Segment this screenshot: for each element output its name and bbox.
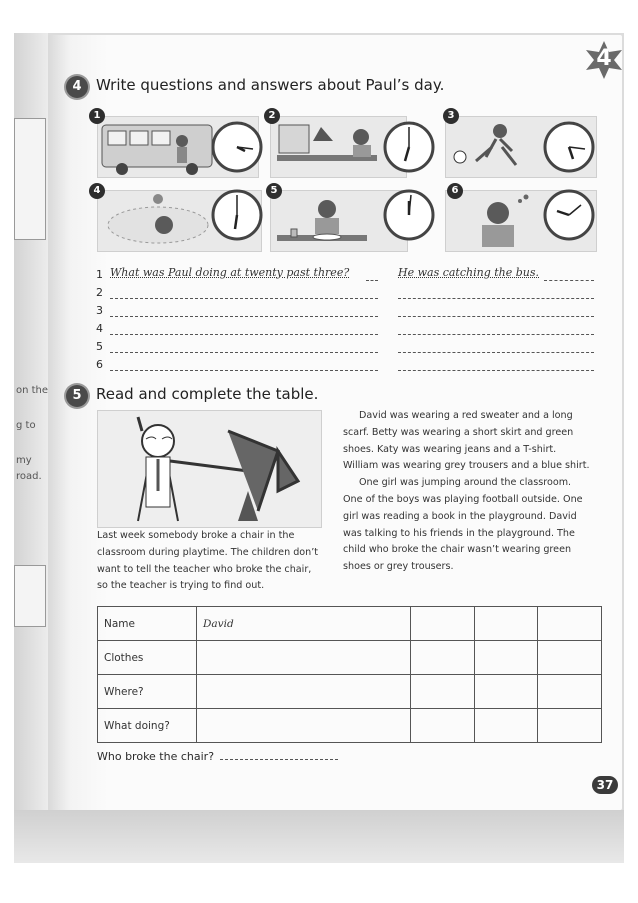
qa-row — [96, 340, 596, 358]
table-cell[interactable] — [411, 675, 475, 709]
table-cell[interactable] — [411, 607, 475, 641]
question-line[interactable] — [110, 334, 378, 335]
answer-line[interactable] — [398, 316, 594, 317]
picture-broken-chair — [97, 410, 322, 528]
clock-icon — [383, 189, 435, 241]
exercise-5-title: Read and complete the table. — [96, 385, 319, 403]
prev-page-text: my — [16, 455, 32, 466]
row-number: 2 — [96, 286, 103, 299]
table-cell[interactable] — [474, 607, 538, 641]
qa-row — [96, 268, 596, 286]
table-cell[interactable] — [538, 675, 602, 709]
table-row — [98, 675, 602, 709]
final-question-text: Who broke the chair? — [97, 750, 215, 763]
row-label: Clothes — [98, 641, 197, 675]
row-label: What doing? — [98, 709, 197, 743]
table-cell[interactable] — [474, 641, 538, 675]
picture-number: 2 — [264, 108, 280, 124]
table-cell[interactable] — [411, 709, 475, 743]
prev-page-text: road. — [16, 471, 42, 482]
table-row — [98, 607, 602, 641]
question-line[interactable] — [110, 316, 378, 317]
row-label: Name — [98, 607, 197, 641]
table-cell[interactable] — [197, 709, 411, 743]
qa-row — [96, 304, 596, 322]
row-number: 3 — [96, 304, 103, 317]
row-number: 4 — [96, 322, 103, 335]
row-number: 1 — [96, 268, 103, 281]
exercise-number-badge: 4 — [66, 76, 88, 98]
question-text: What was Paul doing at twenty past three? — [110, 266, 350, 279]
prev-page-text: g to — [16, 420, 36, 431]
qa-row — [96, 358, 596, 376]
table-cell[interactable] — [538, 641, 602, 675]
table-cell[interactable] — [474, 675, 538, 709]
table-cell[interactable] — [411, 641, 475, 675]
exercise-4-title: Write questions and answers about Paul’s day. — [96, 76, 445, 94]
answer-line[interactable] — [398, 334, 594, 335]
qa-row — [96, 286, 596, 304]
table-cell[interactable] — [538, 709, 602, 743]
clock-icon — [543, 121, 595, 173]
question-line[interactable] — [110, 370, 378, 371]
qa-row — [96, 322, 596, 340]
clues-text — [343, 408, 591, 576]
exercise-number-badge: 5 — [66, 385, 88, 407]
page-number: 37 — [592, 776, 618, 794]
answer-line[interactable] — [398, 370, 594, 371]
table-row — [98, 641, 602, 675]
previous-page-edge — [14, 33, 48, 863]
question-line[interactable] — [110, 298, 378, 299]
answer-line[interactable] — [398, 352, 594, 353]
question-line — [366, 280, 378, 281]
picture-number: 1 — [89, 108, 105, 124]
table-cell[interactable] — [474, 709, 538, 743]
intro-paragraph: Last week somebody broke a chair in the classroom during playtime. The children don’t want to tell the teacher who broke the chair, so the teacher is trying to find out. — [97, 530, 319, 592]
row-number: 6 — [96, 358, 103, 371]
answer-text: He was catching the bus. — [398, 266, 540, 279]
row-number: 5 — [96, 340, 103, 353]
table-cell[interactable] — [538, 607, 602, 641]
unit-badge — [584, 40, 624, 80]
clues-paragraph-1: David was wearing a red sweater and a long scarf. Betty was wearing a short skirt and green shoes. Katy was wearing jeans and a T-shirt. William was wearing grey trousers and a blue shirt. — [343, 410, 590, 472]
question-line[interactable] — [110, 352, 378, 353]
clock-icon — [543, 189, 595, 241]
table-cell[interactable] — [197, 641, 411, 675]
table-cell[interactable] — [197, 675, 411, 709]
clock-icon — [211, 121, 263, 173]
row-label: Where? — [98, 675, 197, 709]
clock-icon — [211, 189, 263, 241]
picture-number: 4 — [89, 183, 105, 199]
picture-number: 5 — [266, 183, 282, 199]
page-bottom-shadow — [14, 810, 624, 863]
story-intro — [97, 528, 323, 595]
clock-icon — [383, 121, 435, 173]
prev-page-text: on the — [16, 385, 48, 396]
final-question — [97, 750, 338, 763]
answer-line[interactable] — [398, 298, 594, 299]
picture-number: 6 — [447, 183, 463, 199]
picture-number: 3 — [443, 108, 459, 124]
clues-paragraph-2: One girl was jumping around the classroom. One of the boys was playing football outside. One girl was reading a book in the playground. David was talking to his friends in the playground. The child who broke the chair wasn’t wearing green shoes or grey trousers. — [343, 477, 583, 573]
answer-line[interactable] — [220, 759, 338, 760]
table-row — [98, 709, 602, 743]
answer-table — [97, 606, 602, 743]
unit-number: 4 — [596, 46, 612, 71]
teacher-broken-chair-illustration — [98, 411, 321, 527]
answer-line — [544, 280, 594, 281]
table-cell[interactable]: David — [197, 607, 411, 641]
prev-page-box — [14, 565, 46, 627]
prev-page-box — [14, 118, 46, 240]
